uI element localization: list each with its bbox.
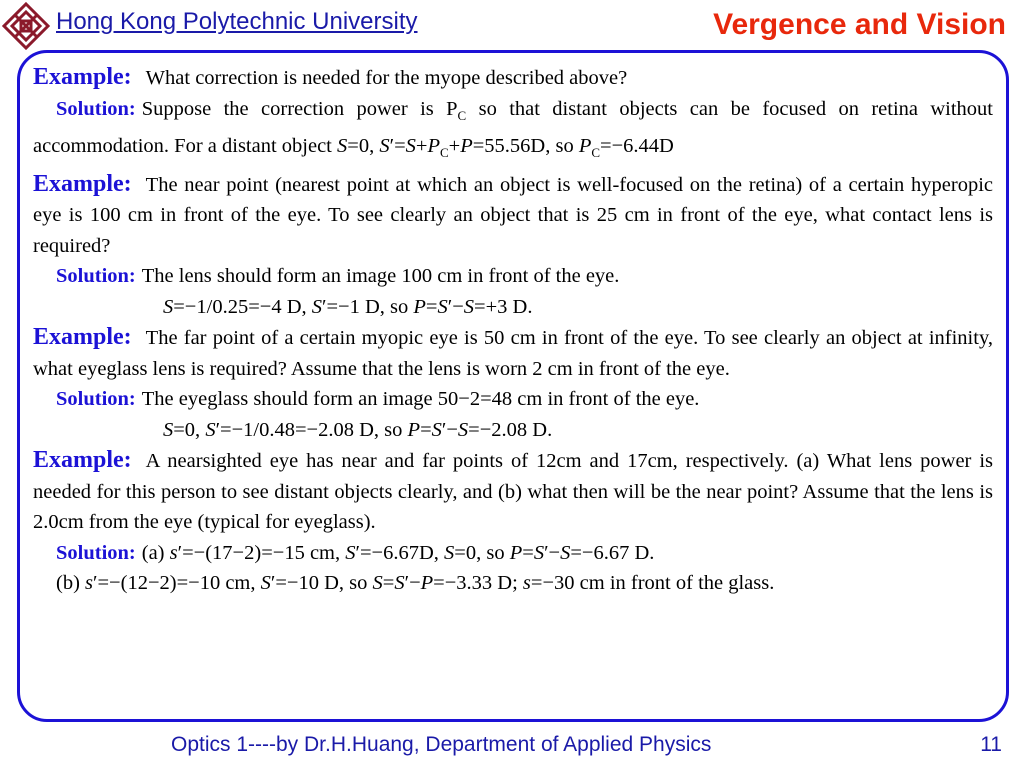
example-label: Example:	[33, 324, 132, 351]
university-logo	[2, 2, 50, 50]
solution-4a	[33, 538, 993, 569]
solution-4b: (b) s′=−(12−2)=−10 cm, S′=−10 D, so S=S′−P=−3.33 D; s=−30 cm in front of the glass.	[56, 572, 775, 595]
slide-title: Vergence and Vision	[713, 8, 1006, 41]
solution-label: Solution:	[56, 97, 136, 120]
example-3	[33, 322, 993, 384]
solution-text: Suppose the correction power is $P_C$ so that distant objects can be focused on retina without accommodation. For a distant object S=0, $S'=S+P_C+P=55.56D$, so $P_C=-6.44D$	[33, 97, 994, 161]
solution-text: The lens should form an image 100 cm in front of the eye.	[141, 265, 620, 288]
example-label: Example:	[33, 170, 132, 197]
solution-3	[33, 384, 993, 415]
example-label: Example:	[33, 447, 132, 474]
calculation-2: S=−1/0.25=−4 D, S′=−1 D, so P=S′−S=+3 D.	[163, 295, 533, 318]
solution-text: The eyeglass should form an image 50−2=48 cm in front of the eye.	[141, 388, 700, 411]
solution-1	[33, 94, 993, 169]
example-question: The near point (nearest point at which an object is well-focused on the retina) of a certain hyperopic eye is 100 cm in front of the eye. To see clearly an object that is 25 cm in front of the eye, what contact lens is required?	[33, 173, 993, 257]
solution-text: (a) s′=−(17−2)=−15 cm, S′=−6.67D, S=0, so P=S′−S=−6.67 D.	[141, 541, 655, 564]
example-label: Example:	[33, 64, 132, 90]
example-question: A nearsighted eye has near and far points of 12cm and 17cm, respectively. (a) What lens power is needed for this person to see distant objects clearly, and (b) what then will be the near point? Assume that the lens is 2.0cm from the eye (typical for eyeglass).	[33, 450, 993, 534]
calculation-3: S=0, S′=−1/0.48=−2.08 D, so P=S′−S=−2.08 D.	[163, 418, 553, 441]
slide-content	[33, 62, 993, 599]
example-2	[33, 169, 993, 262]
university-name[interactable]: Hong Kong Polytechnic University	[56, 8, 418, 35]
footer-text: Optics 1----by Dr.H.Huang, Department of Applied Physics	[171, 733, 712, 756]
solution-2	[33, 261, 993, 292]
example-question: What correction is needed for the myope described above?	[145, 67, 628, 89]
example-question: The far point of a certain myopic eye is 50 cm in front of the eye. To see clearly an object at infinity, what eyeglass lens is required? Assume that the lens is worn 2 cm in front of the eye.	[33, 327, 993, 380]
example-4	[33, 445, 993, 538]
page-number: 11	[980, 733, 1002, 756]
solution-label: Solution:	[56, 265, 136, 288]
solution-label: Solution:	[56, 388, 136, 411]
example-1	[33, 62, 993, 94]
solution-label: Solution:	[56, 541, 136, 564]
